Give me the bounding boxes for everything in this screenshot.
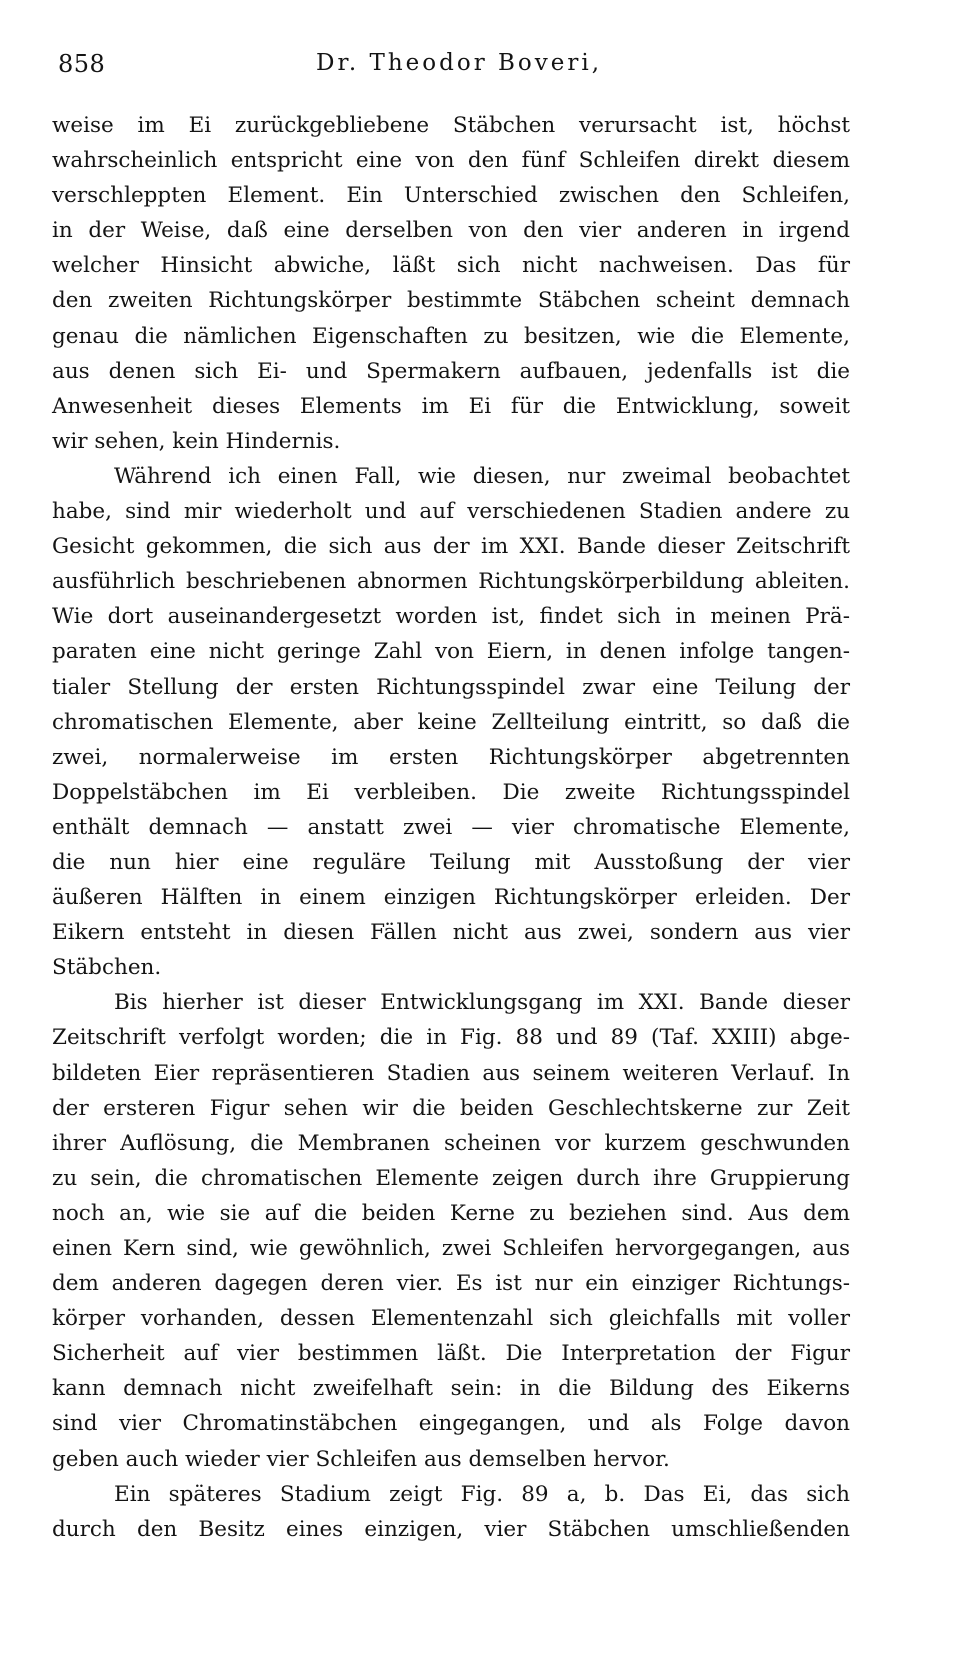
text-line: Zeitschrift verfolgt worden; die in Fig. 88 und 89 (Taf. XXIII) abge-: [52, 1025, 850, 1051]
text-line: enthält demnach — anstatt zwei — vier chromatische Elemente,: [52, 814, 850, 840]
text-line: die nun hier eine reguläre Teilung mit Ausstoßung der vier: [52, 849, 850, 875]
text-line: einen Kern sind, wie gewöhnlich, zwei Schleifen hervorgegangen, aus: [52, 1236, 850, 1261]
text-line: Sicherheit auf vier bestimmen läßt. Die Interpretation der Figur: [52, 1341, 850, 1367]
page-number: 858: [58, 50, 106, 78]
text-line: sind vier Chromatinstäbchen eingegangen, und als Folge davon: [52, 1411, 850, 1437]
text-line: bildeten Eier repräsentieren Stadien aus seinem weiteren Verlauf. In: [52, 1060, 850, 1086]
body-text: [52, 108, 850, 1547]
text-line: körper vorhanden, dessen Elementenzahl sich gleichfalls mit voller: [52, 1306, 850, 1332]
text-line: Anwesenheit dieses Elements im Ei für die Entwicklung, soweit: [52, 393, 850, 419]
text-line: aus denen sich Ei- und Spermakern aufbauen, jedenfalls ist die: [52, 358, 850, 384]
text-line: genau die nämlichen Eigenschaften zu besitzen, wie die Elemente,: [52, 323, 850, 349]
text-line: äußeren Hälften in einem einzigen Richtungskörper erleiden. Der: [52, 885, 850, 911]
text-line: in der Weise, daß eine derselben von den vier anderen in irgend: [52, 218, 850, 244]
text-line: durch den Besitz eines einzigen, vier Stäbchen umschließenden: [52, 1516, 850, 1542]
text-line: Eikern entsteht in diesen Fällen nicht aus zwei, sondern aus vier: [52, 920, 850, 946]
text-line: Stäbchen.: [52, 955, 162, 981]
paragraph-first-line: Während ich einen Fall, wie diesen, nur zweimal beobachtet: [114, 463, 850, 489]
text-line: zwei, normalerweise im ersten Richtungskörper abgetrennten: [52, 744, 850, 770]
text-line: Wie dort auseinandergesetzt worden ist, findet sich in meinen Prä-: [52, 604, 850, 630]
text-line: ausführlich beschriebenen abnormen Richtungskörperbildung ableiten.: [52, 569, 850, 595]
text-line: paraten eine nicht geringe Zahl von Eiern, in denen infolge tangen-: [52, 639, 850, 665]
text-line: habe, sind mir wiederholt und auf verschiedenen Stadien andere zu: [52, 499, 850, 525]
paragraph-first-line: Ein späteres Stadium zeigt Fig. 89 a, b. Das Ei, das sich: [114, 1481, 850, 1507]
text-line: geben auch wieder vier Schleifen aus demselben hervor.: [52, 1446, 670, 1472]
text-line: Doppelstäbchen im Ei verbleiben. Die zweite Richtungsspindel: [52, 779, 850, 805]
text-line: den zweiten Richtungskörper bestimmte Stäbchen scheint demnach: [52, 288, 850, 314]
text-line: verschleppten Element. Ein Unterschied zwischen den Schleifen,: [52, 183, 850, 209]
text-line: wahrscheinlich entspricht eine von den fünf Schleifen direkt diesem: [52, 148, 850, 174]
text-line: zu sein, die chromatischen Elemente zeigen durch ihre Gruppierung: [52, 1165, 850, 1191]
text-line: kann demnach nicht zweifelhaft sein: in die Bildung des Eikerns: [52, 1376, 850, 1402]
text-line: wir sehen, kein Hindernis.: [52, 428, 341, 454]
text-line: Gesicht gekommen, die sich aus der im XXI. Bande dieser Zeitschrift: [52, 534, 850, 560]
page-header: [58, 50, 898, 90]
text-line: tialer Stellung der ersten Richtungsspindel zwar eine Teilung der: [52, 674, 850, 700]
text-line: dem anderen dagegen deren vier. Es ist nur ein einziger Richtungs-: [52, 1271, 850, 1297]
text-line: chromatischen Elemente, aber keine Zellteilung eintritt, so daß die: [52, 709, 850, 735]
paragraph-first-line: Bis hierher ist dieser Entwicklungsgang im XXI. Bande dieser: [114, 990, 850, 1016]
text-line: der ersteren Figur sehen wir die beiden Geschlechtskerne zur Zeit: [52, 1095, 850, 1121]
text-line: welcher Hinsicht abwiche, läßt sich nicht nachweisen. Das für: [52, 253, 850, 279]
text-line: noch an, wie sie auf die beiden Kerne zu beziehen sind. Aus dem: [52, 1200, 850, 1226]
running-head: Dr. Theodor Boveri,: [316, 50, 603, 76]
text-line: weise im Ei zurückgebliebene Stäbchen verursacht ist, höchst: [52, 113, 850, 138]
text-line: ihrer Auflösung, die Membranen scheinen vor kurzem geschwunden: [52, 1130, 850, 1156]
